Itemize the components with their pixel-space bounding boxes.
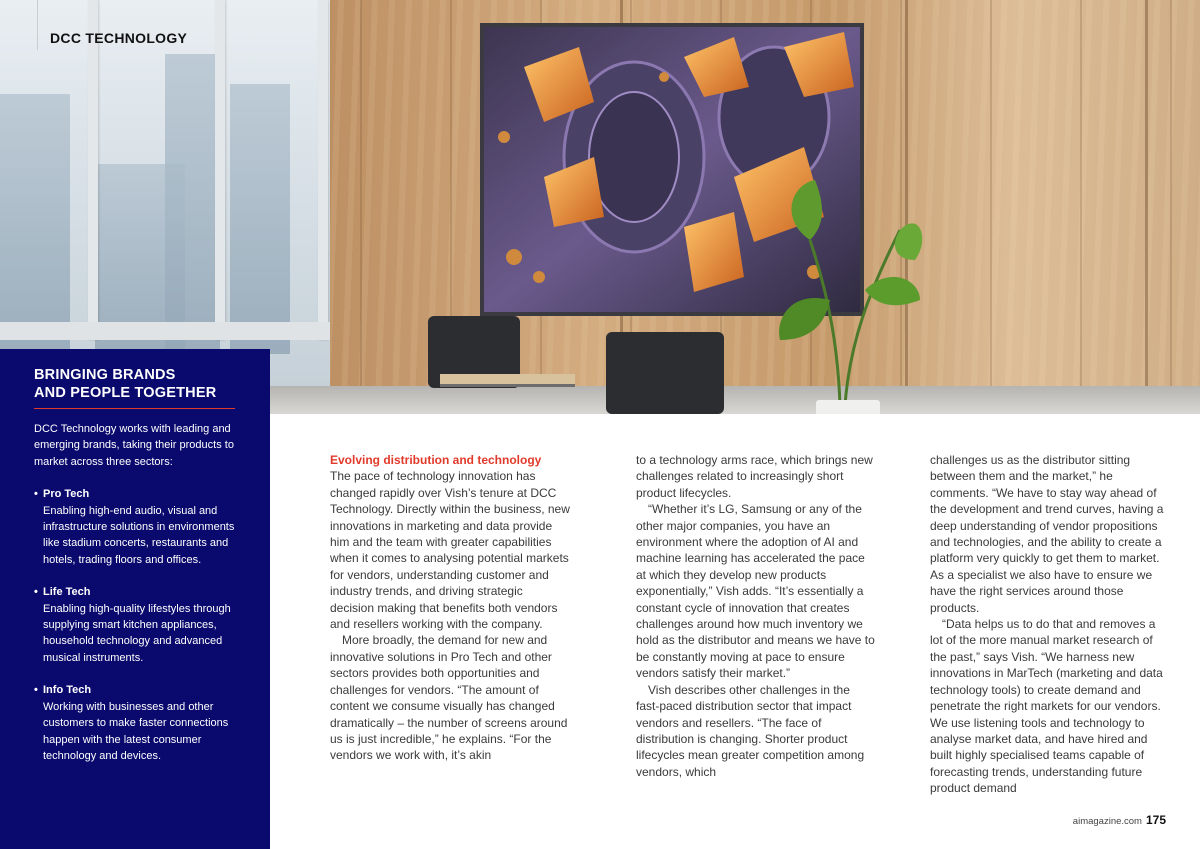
sector-name (34, 682, 250, 698)
window-sill (0, 322, 330, 340)
sidebar-title-line2: AND PEOPLE TOGETHER (34, 385, 217, 401)
bullet-icon: • (34, 586, 38, 599)
section-label: DCC TECHNOLOGY (50, 30, 188, 46)
plant-pot (816, 400, 880, 414)
sector-name-text: Pro Tech (43, 488, 90, 501)
page-footer (1073, 813, 1166, 827)
sector-name (34, 584, 250, 600)
article-paragraph: More broadly, the demand for new and innovative solutions in Pro Tech and other sectors provides both opportunities and challenges for vendors. “The amount of content we consume visually has changed dramatically – the number of screens around us is just incredible,” he explains. “For the vendors we work with, it’s akin (330, 633, 568, 763)
coffee-table (440, 374, 575, 387)
page-number: 175 (1145, 813, 1166, 827)
sector-item-info-tech (34, 682, 250, 764)
armchair (606, 332, 724, 414)
window-frame (88, 0, 98, 340)
city-building (0, 94, 70, 354)
sector-item-pro-tech (34, 486, 250, 568)
window-frame (318, 0, 328, 340)
sidebar-box (0, 349, 270, 849)
site-url: aimagazine.com (1072, 816, 1142, 827)
article-paragraph: The pace of technology innovation has changed rapidly over Vish’s tenure at DCC Technology. Directly within the business, new innovations in marketing and data provide him and the team with greater capabilities when it comes to analysing potential markets for vendors, understanding customer and industry trends, and driving strategic decision making that benefits both vendors and resellers working with the company. (330, 469, 570, 632)
city-building (165, 54, 220, 354)
article-column-2 (636, 452, 876, 780)
sector-name (34, 486, 250, 502)
article-column-3 (930, 452, 1170, 797)
sidebar-intro: DCC Technology works with leading and emerging brands, taking their products to market across three sectors: (34, 423, 234, 468)
article-paragraph: “Whether it’s LG, Samsung or any of the other major companies, you have an environment where the adoption of AI and machine learning has accelerated the pace at which they develop new products exponentially,” Vish adds. “It’s essentially a constant cycle of innovation that creates challenges around how much inventory we hold as the distributor and means we have to be constantly moving at pace to ensure vendors satisfy their market.” (636, 502, 875, 681)
sector-name-text: Info Tech (43, 684, 92, 697)
sector-name-text: Life Tech (43, 586, 91, 599)
sidebar-divider (34, 408, 235, 409)
potted-plant (770, 180, 930, 410)
article-paragraph: Vish describes other challenges in the fast-paced distribution sector that impact vendors and resellers. “The face of distribution is changing. Shorter product lifecycles mean greater competition among vendors, which (636, 682, 865, 779)
sidebar-title-line1: BRINGING BRANDS (34, 367, 176, 383)
bullet-icon: • (34, 684, 38, 697)
city-building (230, 84, 290, 354)
sector-description: Enabling high-end audio, visual and infrastructure solutions in environments like stadium concerts, restaurants and hotels, trading floors and offices. (43, 504, 235, 566)
article-column-1 (330, 452, 570, 764)
sidebar-title (34, 366, 250, 402)
wall-seam (1145, 0, 1148, 414)
sector-item-life-tech (34, 584, 250, 666)
article-subheading: Evolving distribution and technology (330, 453, 542, 467)
bullet-icon: • (34, 488, 38, 501)
sector-description: Enabling high-quality lifestyles through supplying smart kitchen appliances, household technology and advanced musical instruments. (43, 602, 231, 664)
article-paragraph: challenges us as the distributor sitting between them and the market,” he comments. “We have to stay way ahead of the development and trend curves, having a deep understanding of vendor propositions and technologies, and the ability to create a platform very quickly to get them to market. As a specialist we also have to ensure we have the right services around those products. (930, 453, 1164, 615)
sector-description: Working with businesses and other customers to make faster connections happen with the latest consumer technology and devices. (43, 700, 229, 762)
article-paragraph: to a technology arms race, which brings new challenges related to increasingly short product lifecycles. (636, 453, 873, 500)
floor (270, 386, 1200, 414)
window-frame (215, 0, 225, 340)
header-rule (37, 0, 38, 50)
article-paragraph: “Data helps us to do that and removes a lot of the more manual market research of the past,” says Vish. “We harness new innovations in MarTech (marketing and data technology tools) to create demand and penetrate the right markets for our vendors. We use listening tools and technology to analyse market data, and have hired and built highly specialised teams capable of forecasting trends, understanding future product demand (930, 617, 1163, 796)
